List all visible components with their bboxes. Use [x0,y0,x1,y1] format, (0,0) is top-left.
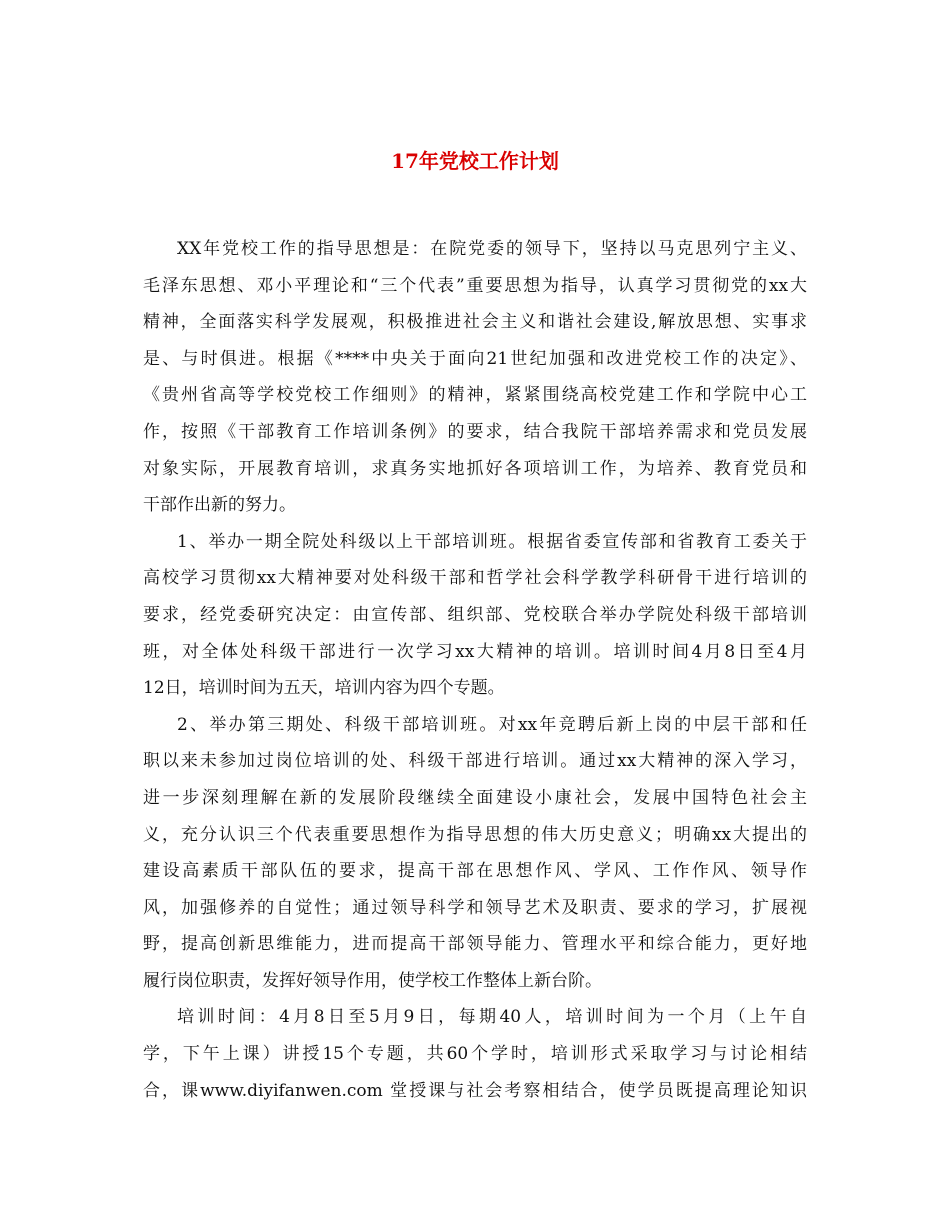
text-line: 风，加强修养的自觉性；通过领导科学和领导艺术及职责、要求的学习，扩展视 [143,897,807,918]
document-body [143,231,807,1109]
text-line: 2、举办第三期处、科级干部培训班。对xx年竞聘后新上岗的中层干部和任 [177,714,807,735]
text-line: 野，提高创新思维能力，进而提高干部领导能力、管理水平和综合能力，更好地 [143,934,807,955]
text-line: 进一步深刻理解在新的发展阶段继续全面建设小康社会，发展中国特色社会主 [143,787,807,808]
text-line: 履行岗位职责，发挥好领导作用，使学校工作整体上新台阶。 [143,970,602,991]
text-line: 对象实际，开展教育培训，求真务实地抓好各项培训工作，为培养、教育党员和 [143,458,807,479]
paragraph-item-2 [143,707,807,1000]
document-title: 17年党校工作计划 [391,149,559,173]
text-line: 职以来未参加过岗位培训的处、科级干部进行培训。通过xx大精神的深入学习， [143,751,807,772]
text-line: 义，充分认识三个代表重要思想作为指导思想的伟大历史意义；明确xx大提出的 [143,824,807,845]
text-line: 高校学习贯彻xx大精神要对处科级干部和哲学社会科学教学科研骨干进行培训的 [143,568,807,589]
text-line: XX年党校工作的指导思想是：在院党委的领导下，坚持以马克思列宁主义、 [177,239,807,259]
text-line: 要求，经党委研究决定：由宣传部、组织部、党校联合举办学院处科级干部培训 [143,604,807,625]
text-line: 建设高素质干部队伍的要求，提高干部在思想作风、学风、工作作风、领导作 [143,861,807,882]
text-line: 合，课www.diyifanwen.com 堂授课与社会考察相结合，使学员既提高理论知识 [143,1080,807,1101]
text-line: 1、举办一期全院处科级以上干部培训班。根据省委宣传部和省教育工委关于 [177,531,807,552]
text-line: 精神，全面落实科学发展观，积极推进社会主义和谐社会建设,解放思想、实事求 [143,312,807,333]
text-line: 是、与时俱进。根据《****中央关于面向21世纪加强和改进党校工作的决定》、 [143,348,807,369]
text-line: 毛泽东思想、邓小平理论和“三个代表”重要思想为指导，认真学习贯彻党的xx大 [143,275,807,296]
text-line: 作，按照《干部教育工作培训条例》的要求，结合我院干部培养需求和党员发展 [143,421,807,442]
text-line: 班，对全体处科级干部进行一次学习xx大精神的培训。培训时间4月8日至4月 [143,641,807,662]
paragraph-item-1 [143,524,807,707]
text-line: 12日，培训时间为五天，培训内容为四个专题。 [143,678,505,699]
text-line: 学，下午上课）讲授15个专题，共60个学时，培训形式采取学习与讨论相结 [143,1044,807,1065]
text-line: 培训时间：4月8日至5月9日，每期40人，培训时间为一个月（上午自 [177,1007,807,1028]
paragraph-guiding-thought [143,231,807,524]
text-line: 《贵州省高等学校党校工作细则》的精神，紧紧围绕高校党建工作和学院中心工 [143,385,807,406]
text-line: 干部作出新的努力。 [143,495,296,516]
paragraph-training-time [143,999,807,1109]
